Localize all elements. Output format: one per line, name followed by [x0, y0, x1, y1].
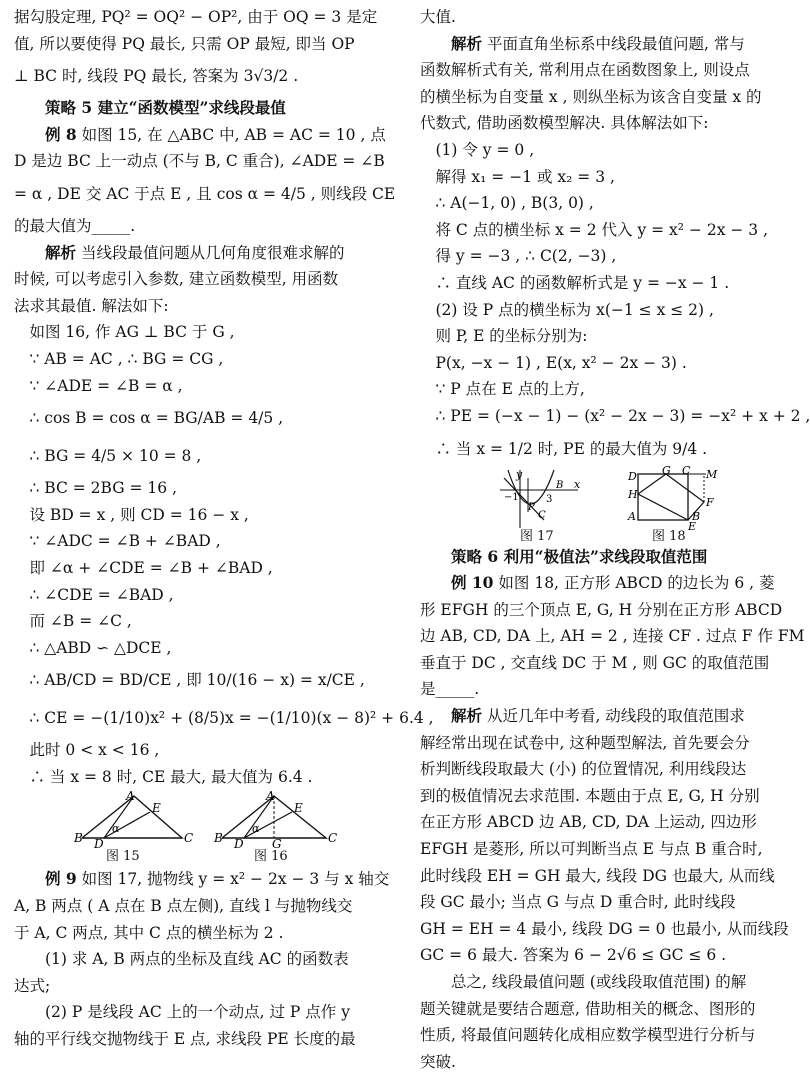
example-label: 例 8 — [45, 124, 77, 144]
text-line: 总之, 线段最值问题 (或线段取值范围) 的解 — [451, 973, 747, 991]
svg-text:H: H — [628, 487, 638, 501]
figure-16 — [214, 790, 344, 852]
svg-text:x: x — [574, 477, 581, 491]
text-line: A, B 两点 ( A 点在 B 点左侧), 直线 l 与抛物线交 — [14, 897, 353, 916]
solution-step: ∵ P 点在 E 点的上方, — [435, 380, 585, 399]
svg-text:G: G — [662, 463, 671, 477]
solution-step: ∴ 直线 AC 的函数解析式是 y = −x − 1 . — [435, 273, 730, 292]
text-line: 如图 15, 在 △ABC 中, AB = AC = 10 , 点 — [81, 125, 386, 144]
text-line: 时候, 可以考虑引入参数, 建立函数模型, 用函数 — [14, 270, 339, 289]
solution-step: (1) 令 y = 0 , — [435, 140, 535, 159]
text-line: 如图 18, 正方形 ABCD 的边长为 6 , 菱 — [498, 574, 775, 593]
solution-step: ∴ BC = 2BG = 16 , — [29, 479, 178, 498]
text-line: 值, 所以要使得 PQ 最长, 只需 OP 最短, 即当 OP — [14, 34, 355, 53]
solution-step: ∴ cos B = cos α = BG/AB = 4/5 , — [29, 409, 284, 428]
analysis-label: 解析 — [45, 242, 77, 262]
svg-text:E: E — [294, 801, 303, 816]
text-line: 段 GC 最小; 当点 G 与点 D 重合时, 此时线段 — [420, 893, 736, 912]
text-line: 此时线段 EH = GH 最大, 线段 DG 也最大, 从而线 — [420, 866, 775, 885]
solution-step: P(x, −x − 1) , E(x, x² − 2x − 3) . — [435, 353, 687, 372]
svg-text:B: B — [74, 831, 83, 846]
solution-step: ∵ ∠ADC = ∠B + ∠BAD , — [29, 532, 221, 551]
solution-step: (2) 设 P 点的横坐标为 x(−1 ≤ x ≤ 2) , — [435, 300, 714, 319]
svg-text:C: C — [184, 831, 194, 846]
solution-step: ∴ PE = (−x − 1) − (x² − 2x − 3) = −x² + x + 2 , — [435, 406, 810, 425]
text-line: 如图 17, 抛物线 y = x² − 2x − 3 与 x 轴交 — [81, 870, 390, 889]
svg-text:B: B — [692, 509, 701, 523]
figure-16-caption: 图 16 — [254, 849, 288, 865]
figures-15-16 — [14, 790, 386, 866]
text-line: (1) 求 A, B 两点的坐标及直线 AC 的函数表 — [45, 950, 349, 969]
figure-18-caption: 图 18 — [652, 528, 686, 544]
text-line: D 是边 BC 上一动点 (不与 B, C 重合), ∠ADE = ∠B — [14, 152, 385, 171]
solution-step: ∴ BG = 4/5 × 10 = 8 , — [29, 447, 202, 466]
analysis-label: 解析 — [451, 33, 483, 53]
text-line: GH = EH = 4 最小, 线段 DG = 0 也最小, 从而线段 — [420, 919, 789, 938]
solution-step: ∵ AB = AC , ∴ BG = CG , — [29, 349, 224, 368]
figure-15 — [74, 790, 204, 852]
solution-step: 解得 x₁ = −1 或 x₂ = 3 , — [435, 167, 615, 186]
svg-text:D: D — [234, 837, 244, 852]
svg-text:3: 3 — [546, 493, 553, 505]
analysis-label: 解析 — [451, 706, 483, 726]
text-line: 垂直于 DC , 交直线 DC 于 M , 则 GC 的取值范围 — [420, 653, 770, 672]
figure-15-caption: 图 15 — [106, 849, 140, 865]
solution-step: ∴ AB/CD = BD/CE , 即 10/(16 − x) = x/CE , — [29, 671, 365, 690]
left-column — [14, 4, 434, 1053]
solution-step: 将 C 点的横坐标 x = 2 代入 y = x² − 2x − 3 , — [435, 220, 768, 239]
text-line: 解经常出现在试卷中, 这种题型解法, 首先要会分 — [420, 733, 750, 752]
svg-text:A: A — [126, 789, 135, 804]
section-title-strategy-5: 策略 5 建立“函数模型”求线段最值 — [45, 98, 286, 118]
svg-text:A: A — [628, 509, 636, 523]
solution-step: ∵ ∠ADE = ∠B = α , — [29, 376, 183, 395]
solution-step: 此时 0 < x < 16 , — [29, 741, 160, 760]
svg-text:E: E — [688, 519, 697, 533]
solution-step: ∴ △ABD ∽ △DCE , — [29, 638, 172, 657]
text-line: GC = 6 最大. 答案为 6 − 2√6 ≤ GC ≤ 6 . — [420, 946, 727, 965]
text-line: 轴的平行线交抛物线于 E 点, 求线段 PE 长度的最 — [14, 1030, 356, 1049]
figure-18 — [626, 463, 718, 533]
solution-step: ∴ ∠CDE = ∠BAD , — [29, 585, 174, 604]
text-line: 达式; — [14, 976, 51, 995]
text-line: 在正方形 ABCD 边 AB, CD, DA 上运动, 四边形 — [420, 813, 757, 832]
text-line: 大值. — [420, 8, 456, 26]
text-line: 函数解析式有关, 常利用点在函数图象上, 则设点 — [420, 61, 750, 80]
svg-text:α: α — [252, 822, 260, 836]
solution-step: 设 BD = x , 则 CD = 16 − x , — [29, 505, 249, 524]
text-line: 的横坐标为自变量 x , 则纵坐标为该含自变量 x 的 — [420, 87, 762, 106]
text-line: 形 EFGH 的三个顶点 E, G, H 分别在正方形 ABCD — [420, 600, 783, 619]
solution-step: ∴ CE = −(1/10)x² + (8/5)x = −(1/10)(x − 8)² + 6.4 , — [29, 709, 434, 728]
svg-text:M: M — [706, 467, 718, 481]
text-line: 的最大值为_____. — [14, 216, 136, 235]
example-label: 例 10 — [451, 573, 494, 593]
svg-text:α: α — [112, 822, 120, 836]
text-line: EFGH 是菱形, 所以可判断当点 E 与点 B 重合时, — [420, 840, 763, 859]
svg-text:y: y — [516, 467, 523, 481]
text-line: 从近几年中考看, 动线段的取值范围求 — [486, 707, 745, 726]
figure-17-caption: 图 17 — [520, 528, 554, 544]
text-line: = α , DE 交 AC 于点 E , 且 cos α = 4/5 , 则线段 CE — [14, 184, 396, 203]
svg-text:D: D — [628, 469, 637, 483]
svg-text:A: A — [266, 789, 275, 804]
text-line: 析判断线段取最大 (小) 的位置情况, 利用线段达 — [420, 760, 747, 779]
svg-text:F: F — [706, 495, 714, 509]
solution-step: 如图 16, 作 AG ⊥ BC 于 G , — [29, 323, 235, 342]
svg-text:B: B — [556, 479, 564, 491]
text-line: 边 AB, CD, DA 上, AH = 2 , 连接 CF . 过点 F 作 FM — [420, 627, 805, 646]
text-line: (2) P 是线段 AC 上的一个动点, 过 P 点作 y — [45, 1003, 350, 1022]
section-title-strategy-6: 策略 6 利用“极值法”求线段取值范围 — [451, 546, 708, 566]
right-column — [420, 4, 810, 1075]
figures-17-18 — [420, 463, 788, 544]
svg-text:C: C — [538, 509, 546, 521]
solution-step: 则 P, E 的坐标分别为: — [435, 327, 588, 346]
solution-step: ∴ 当 x = 1/2 时, PE 的最大值为 9/4 . — [435, 439, 708, 458]
svg-text:C: C — [328, 831, 338, 846]
solution-step: 即 ∠α + ∠CDE = ∠B + ∠BAD , — [29, 558, 273, 577]
svg-text:P: P — [528, 501, 535, 513]
svg-text:−1: −1 — [504, 491, 519, 503]
figure-17 — [498, 468, 582, 530]
text-line: 到的极值情况去求范围. 本题由于点 E, G, H 分别 — [420, 786, 760, 805]
svg-text:D: D — [94, 837, 104, 852]
solution-step: 得 y = −3 , ∴ C(2, −3) , — [435, 247, 617, 266]
text-line: 平面直角坐标系中线段最值问题, 常与 — [486, 34, 745, 53]
solution-step: ∴ 当 x = 8 时, CE 最大, 最大值为 6.4 . — [29, 767, 313, 786]
text-line: 代数式, 借助函数模型解决. 具体解法如下: — [420, 114, 709, 133]
text-line: 法求其最值. 解法如下: — [14, 296, 169, 315]
text-line: 据勾股定理, PQ² = OQ² − OP², 由于 OQ = 3 是定 — [14, 8, 378, 26]
text-line: ⊥ BC 时, 线段 PQ 最长, 答案为 3√3/2 . — [14, 67, 299, 86]
solution-step: 而 ∠B = ∠C , — [29, 612, 132, 631]
example-label: 例 9 — [45, 869, 77, 889]
svg-text:C: C — [682, 463, 691, 477]
text-line: 当线段最值问题从几何角度很难求解的 — [80, 243, 345, 262]
text-line: 于 A, C 两点, 其中 C 点的横坐标为 2 . — [14, 923, 284, 942]
text-line: 题关键就是要结合题意, 借助相关的概念、图形的 — [420, 999, 756, 1018]
solution-step: ∴ A(−1, 0) , B(3, 0) , — [435, 194, 594, 213]
text-line: 是_____. — [420, 680, 480, 699]
svg-text:G: G — [272, 837, 282, 852]
svg-text:E: E — [152, 801, 161, 816]
svg-text:B: B — [214, 831, 223, 846]
text-line: 性质, 将最值问题转化成相应数学模型进行分析与 — [420, 1026, 756, 1045]
text-line: 突破. — [420, 1052, 456, 1071]
